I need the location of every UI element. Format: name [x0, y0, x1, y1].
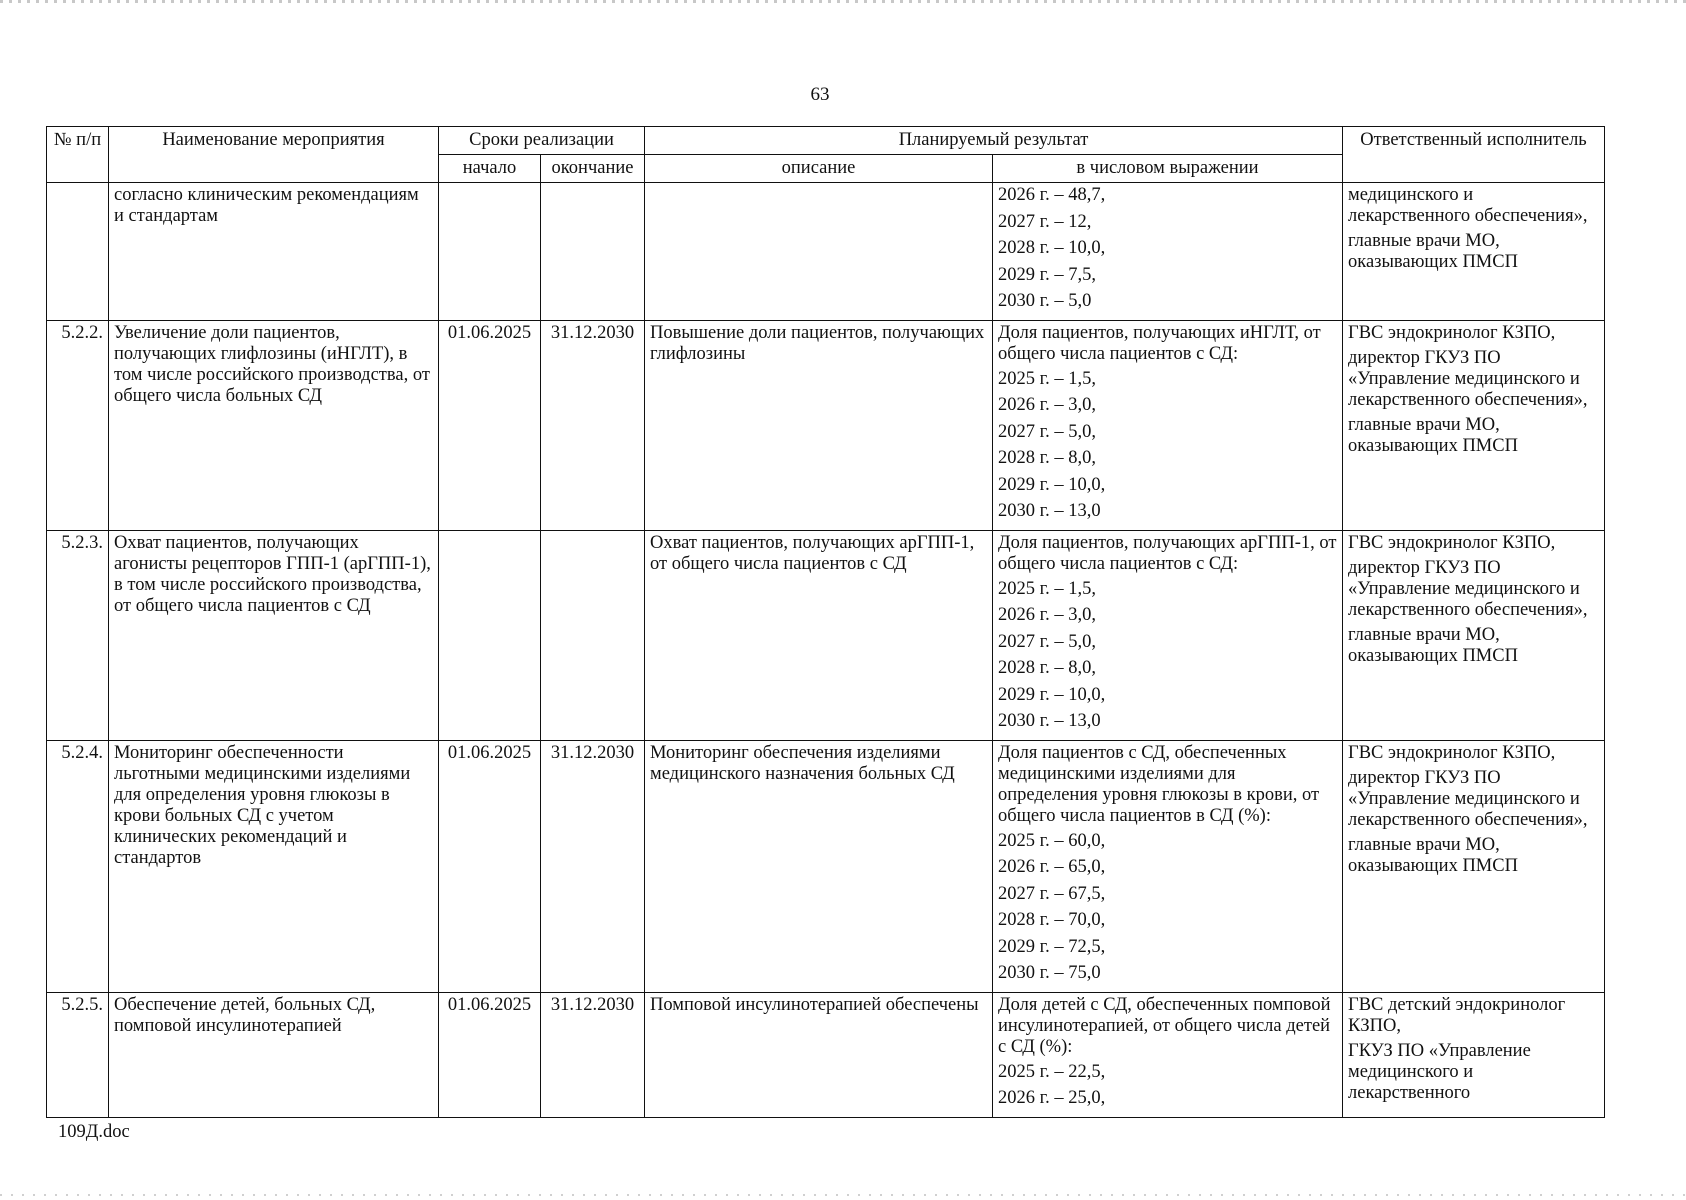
year-value: 2025 г. – 1,5, [998, 578, 1097, 599]
row-number: 5.2.3. [47, 530, 109, 740]
responsible-line: директор ГКУЗ ПО «Управление медицинского и лекарственного обеспечения», [1348, 347, 1588, 410]
responsible-line: главные врачи МО, оказывающих ПМСП [1348, 414, 1518, 456]
year-value: 2029 г. – 72,5, [998, 936, 1106, 957]
end-date: 31.12.2030 [541, 320, 645, 530]
start-date [439, 530, 541, 740]
header-terms: Сроки реализации [439, 127, 645, 155]
year-value: 2028 г. – 70,0, [998, 910, 1106, 930]
year-value: 2027 г. – 12, [998, 211, 1092, 232]
result-description [645, 183, 993, 321]
responsible-line: ГВС детский эндокринолог КЗПО, [1348, 994, 1566, 1036]
end-date [541, 530, 645, 740]
responsible-executor [1343, 530, 1605, 740]
responsible-executor [1343, 183, 1605, 321]
header-num: № п/п [47, 127, 109, 183]
event-name: Увеличение доли пациентов, получающих глифлозины (иНГЛТ), в том числе российского производства, от общего числа больных СД [109, 320, 439, 530]
page-number: 63 [810, 84, 830, 105]
event-name: Мониторинг обеспеченности льготными медицинскими изделиями для определения уровня глюкозы в крови больных СД с учетом клинических рекомендаций и стандартов [109, 740, 439, 992]
header-responsible: Ответственный исполнитель [1343, 127, 1605, 183]
responsible-line: директор ГКУЗ ПО «Управление медицинского и лекарственного обеспечения», [1348, 767, 1588, 830]
responsible-line: главные врачи МО, оказывающих ПМСП [1348, 231, 1518, 272]
event-name: согласно клиническим рекомендациям и стандартам [109, 183, 439, 321]
end-date [541, 183, 645, 321]
responsible-line: главные врачи МО, оказывающих ПМСП [1348, 834, 1518, 876]
year-value: 2029 г. – 10,0, [998, 684, 1106, 705]
table-row [47, 320, 1605, 530]
year-value: 2029 г. – 7,5, [998, 264, 1097, 285]
header-name: Наименование мероприятия [109, 127, 439, 183]
year-value: 2026 г. – 3,0, [998, 605, 1097, 625]
values-intro: Доля пациентов с СД, обеспеченных медицинскими изделиями для определения уровня глюкозы в крови, от общего числа пациентов в СД (%): [998, 742, 1320, 826]
result-values [993, 530, 1343, 740]
result-values [993, 740, 1343, 992]
year-value: 2028 г. – 8,0, [998, 448, 1097, 468]
table-row [47, 740, 1605, 992]
year-value: 2026 г. – 65,0, [998, 857, 1106, 877]
table-row [47, 992, 1605, 1117]
scan-edge-top [0, 0, 1686, 3]
values-intro: Доля пациентов, получающих арГПП-1, от общего числа пациентов с СД: [998, 532, 1337, 574]
year-value: 2026 г. – 25,0, [998, 1088, 1106, 1108]
result-description: Мониторинг обеспечения изделиями медицинского назначения больных СД [645, 740, 993, 992]
footer-document-name: 109Д.doc [58, 1122, 130, 1142]
responsible-line: ГВС эндокринолог КЗПО, [1348, 322, 1556, 343]
action-plan-table [46, 126, 1605, 1118]
result-values [993, 992, 1343, 1117]
year-value: 2027 г. – 67,5, [998, 883, 1106, 904]
table-body [47, 183, 1605, 1118]
start-date [439, 183, 541, 321]
table-row [47, 530, 1605, 740]
responsible-executor [1343, 740, 1605, 992]
year-value: 2027 г. – 5,0, [998, 421, 1097, 442]
year-value: 2027 г. – 5,0, [998, 631, 1097, 652]
responsible-line: главные врачи МО, оказывающих ПМСП [1348, 624, 1518, 666]
row-number: 5.2.5. [47, 992, 109, 1117]
values-intro: Доля детей с СД, обеспеченных помповой инсулинотерапией, от общего числа детей с СД (%): [998, 994, 1331, 1057]
year-value: 2026 г. – 48,7, [998, 185, 1106, 205]
header-numeric: в числовом выражении [993, 155, 1343, 183]
year-value: 2030 г. – 13,0 [998, 501, 1101, 521]
event-name: Обеспечение детей, больных СД, помповой инсулинотерапией [109, 992, 439, 1117]
year-value: 2025 г. – 22,5, [998, 1061, 1106, 1082]
table-row [47, 183, 1605, 321]
result-values [993, 183, 1343, 321]
end-date: 31.12.2030 [541, 740, 645, 992]
result-description: Охват пациентов, получающих арГПП-1, от общего числа пациентов с СД [645, 530, 993, 740]
row-number [47, 183, 109, 321]
header-result: Планируемый результат [645, 127, 1343, 155]
values-intro: Доля пациентов, получающих иНГЛТ, от общего числа пациентов с СД: [998, 322, 1321, 364]
start-date: 01.06.2025 [439, 992, 541, 1117]
year-value: 2029 г. – 10,0, [998, 474, 1106, 495]
responsible-executor [1343, 992, 1605, 1117]
scan-edge-bottom [0, 1194, 1686, 1196]
result-values [993, 320, 1343, 530]
year-value: 2028 г. – 8,0, [998, 658, 1097, 678]
year-value: 2026 г. – 3,0, [998, 395, 1097, 415]
year-value: 2025 г. – 1,5, [998, 368, 1097, 389]
row-number: 5.2.2. [47, 320, 109, 530]
responsible-executor [1343, 320, 1605, 530]
header-description: описание [645, 155, 993, 183]
table-header [47, 127, 1605, 183]
header-end: окончание [541, 155, 645, 183]
responsible-line: ГКУЗ ПО «Управление медицинского и лекарственного [1348, 1040, 1531, 1103]
responsible-line: ГВС эндокринолог КЗПО, [1348, 742, 1556, 763]
event-name: Охват пациентов, получающих агонисты рецепторов ГПП-1 (арГПП-1), в том числе российского производства, от общего числа пациентов с СД [109, 530, 439, 740]
year-value: 2025 г. – 60,0, [998, 830, 1106, 851]
responsible-line: медицинского и лекарственного обеспечения», [1348, 185, 1588, 226]
year-value: 2028 г. – 10,0, [998, 238, 1106, 258]
year-value: 2030 г. – 75,0 [998, 963, 1101, 983]
result-description: Повышение доли пациентов, получающих глифлозины [645, 320, 993, 530]
start-date: 01.06.2025 [439, 320, 541, 530]
start-date: 01.06.2025 [439, 740, 541, 992]
responsible-line: ГВС эндокринолог КЗПО, [1348, 532, 1556, 553]
result-description: Помповой инсулинотерапией обеспечены [645, 992, 993, 1117]
row-number: 5.2.4. [47, 740, 109, 992]
year-value: 2030 г. – 13,0 [998, 711, 1101, 731]
year-value: 2030 г. – 5,0 [998, 291, 1092, 311]
end-date: 31.12.2030 [541, 992, 645, 1117]
header-start: начало [439, 155, 541, 183]
responsible-line: директор ГКУЗ ПО «Управление медицинского и лекарственного обеспечения», [1348, 557, 1588, 620]
